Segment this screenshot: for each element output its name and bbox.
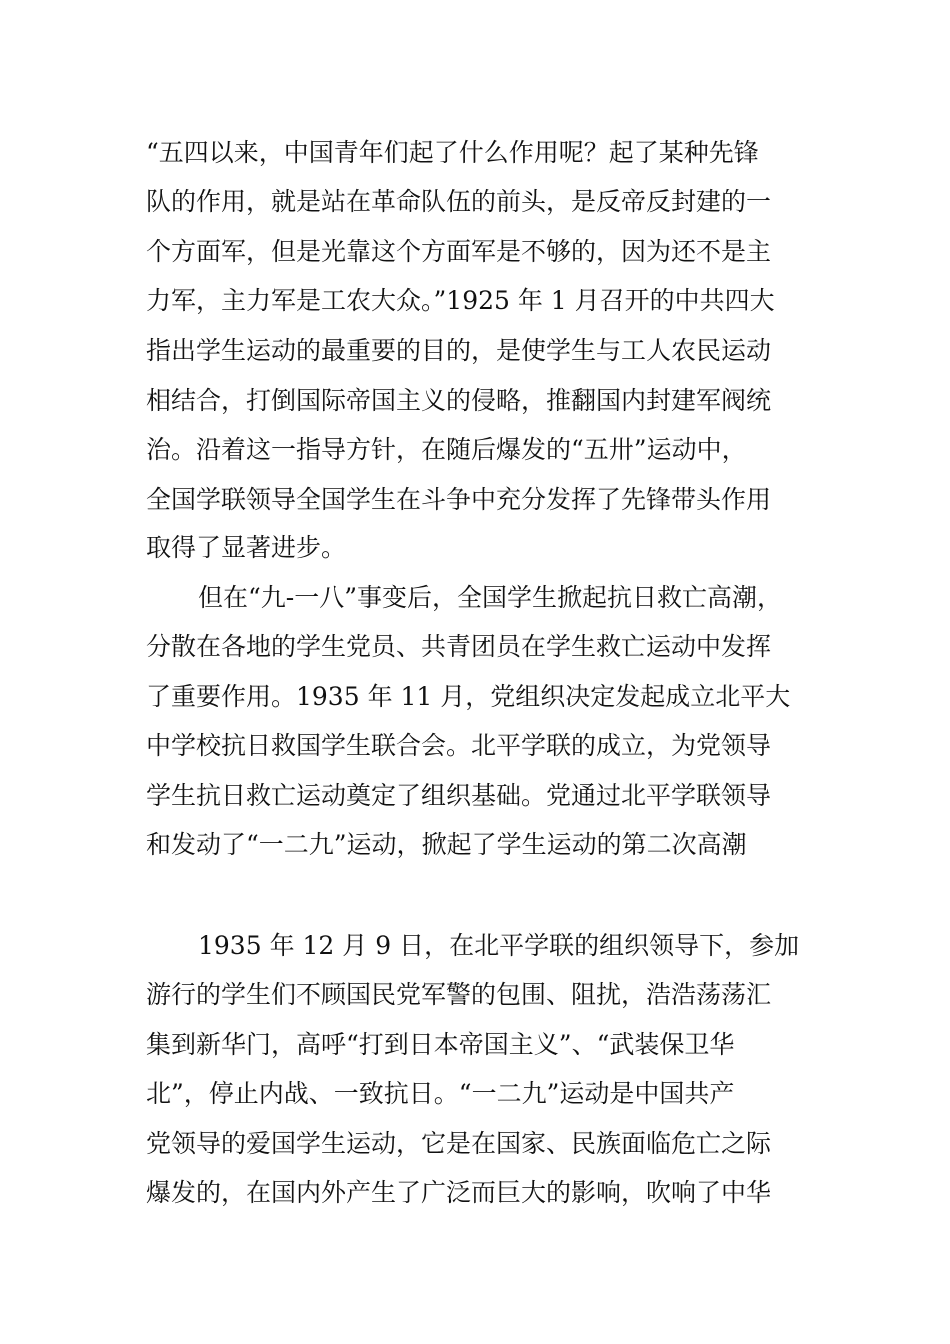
- text-line: 党领导的爱国学生运动，它是在国家、民族面临危亡之际: [146, 1129, 772, 1158]
- text-line: 学生抗日救亡运动奠定了组织基础。党通过北平学联领导: [146, 781, 772, 810]
- text-line: 相结合，打倒国际帝国主义的侵略，推翻国内封建军阀统: [146, 386, 772, 415]
- text-line: 集到新华门，高呼“打到日本帝国主义”、“武装保卫华: [146, 1030, 735, 1059]
- text-line: 力军，主力军是工农大众。”1925 年 1 月召开的中共四大: [146, 286, 775, 315]
- text-line: 队的作用，就是站在革命队伍的前头，是反帝反封建的一: [146, 187, 772, 216]
- text-line: 取得了显著进步。: [146, 533, 347, 562]
- text-line: 了重要作用。1935 年 11 月，党组织决定发起成立北平大: [146, 682, 791, 711]
- text-line: 全国学联领导全国学生在斗争中充分发挥了先锋带头作用: [146, 485, 772, 514]
- paragraph-first-line: 1935 年 12 月 9 日，在北平学联的组织领导下，参加: [198, 931, 800, 960]
- text-line: 爆发的，在国内外产生了广泛而巨大的影响，吹响了中华: [146, 1178, 772, 1207]
- paragraph-first-line: 但在“九-一八”事变后，全国学生掀起抗日救亡高潮，: [198, 583, 783, 612]
- text-line: 个方面军，但是光靠这个方面军是不够的，因为还不是主: [146, 237, 772, 266]
- text-line: 分散在各地的学生党员、共青团员在学生救亡运动中发挥: [146, 632, 772, 661]
- text-line: 中学校抗日救国学生联合会。北平学联的成立，为党领导: [146, 731, 772, 760]
- text-line: 指出学生运动的最重要的目的，是使学生与工人农民运动: [146, 336, 772, 365]
- text-line: 北”，停止内战、一致抗日。“一二九”运动是中国共产: [146, 1079, 735, 1108]
- text-line: 和发动了“一二九”运动，掀起了学生运动的第二次高潮: [146, 830, 747, 859]
- text-line: 治。沿着这一指导方针，在随后爆发的“五卅”运动中，: [146, 435, 747, 464]
- text-line: “五四以来，中国青年们起了什么作用呢？起了某种先锋: [146, 138, 759, 167]
- text-line: 游行的学生们不顾国民党军警的包围、阻扰，浩浩荡荡汇: [146, 980, 772, 1009]
